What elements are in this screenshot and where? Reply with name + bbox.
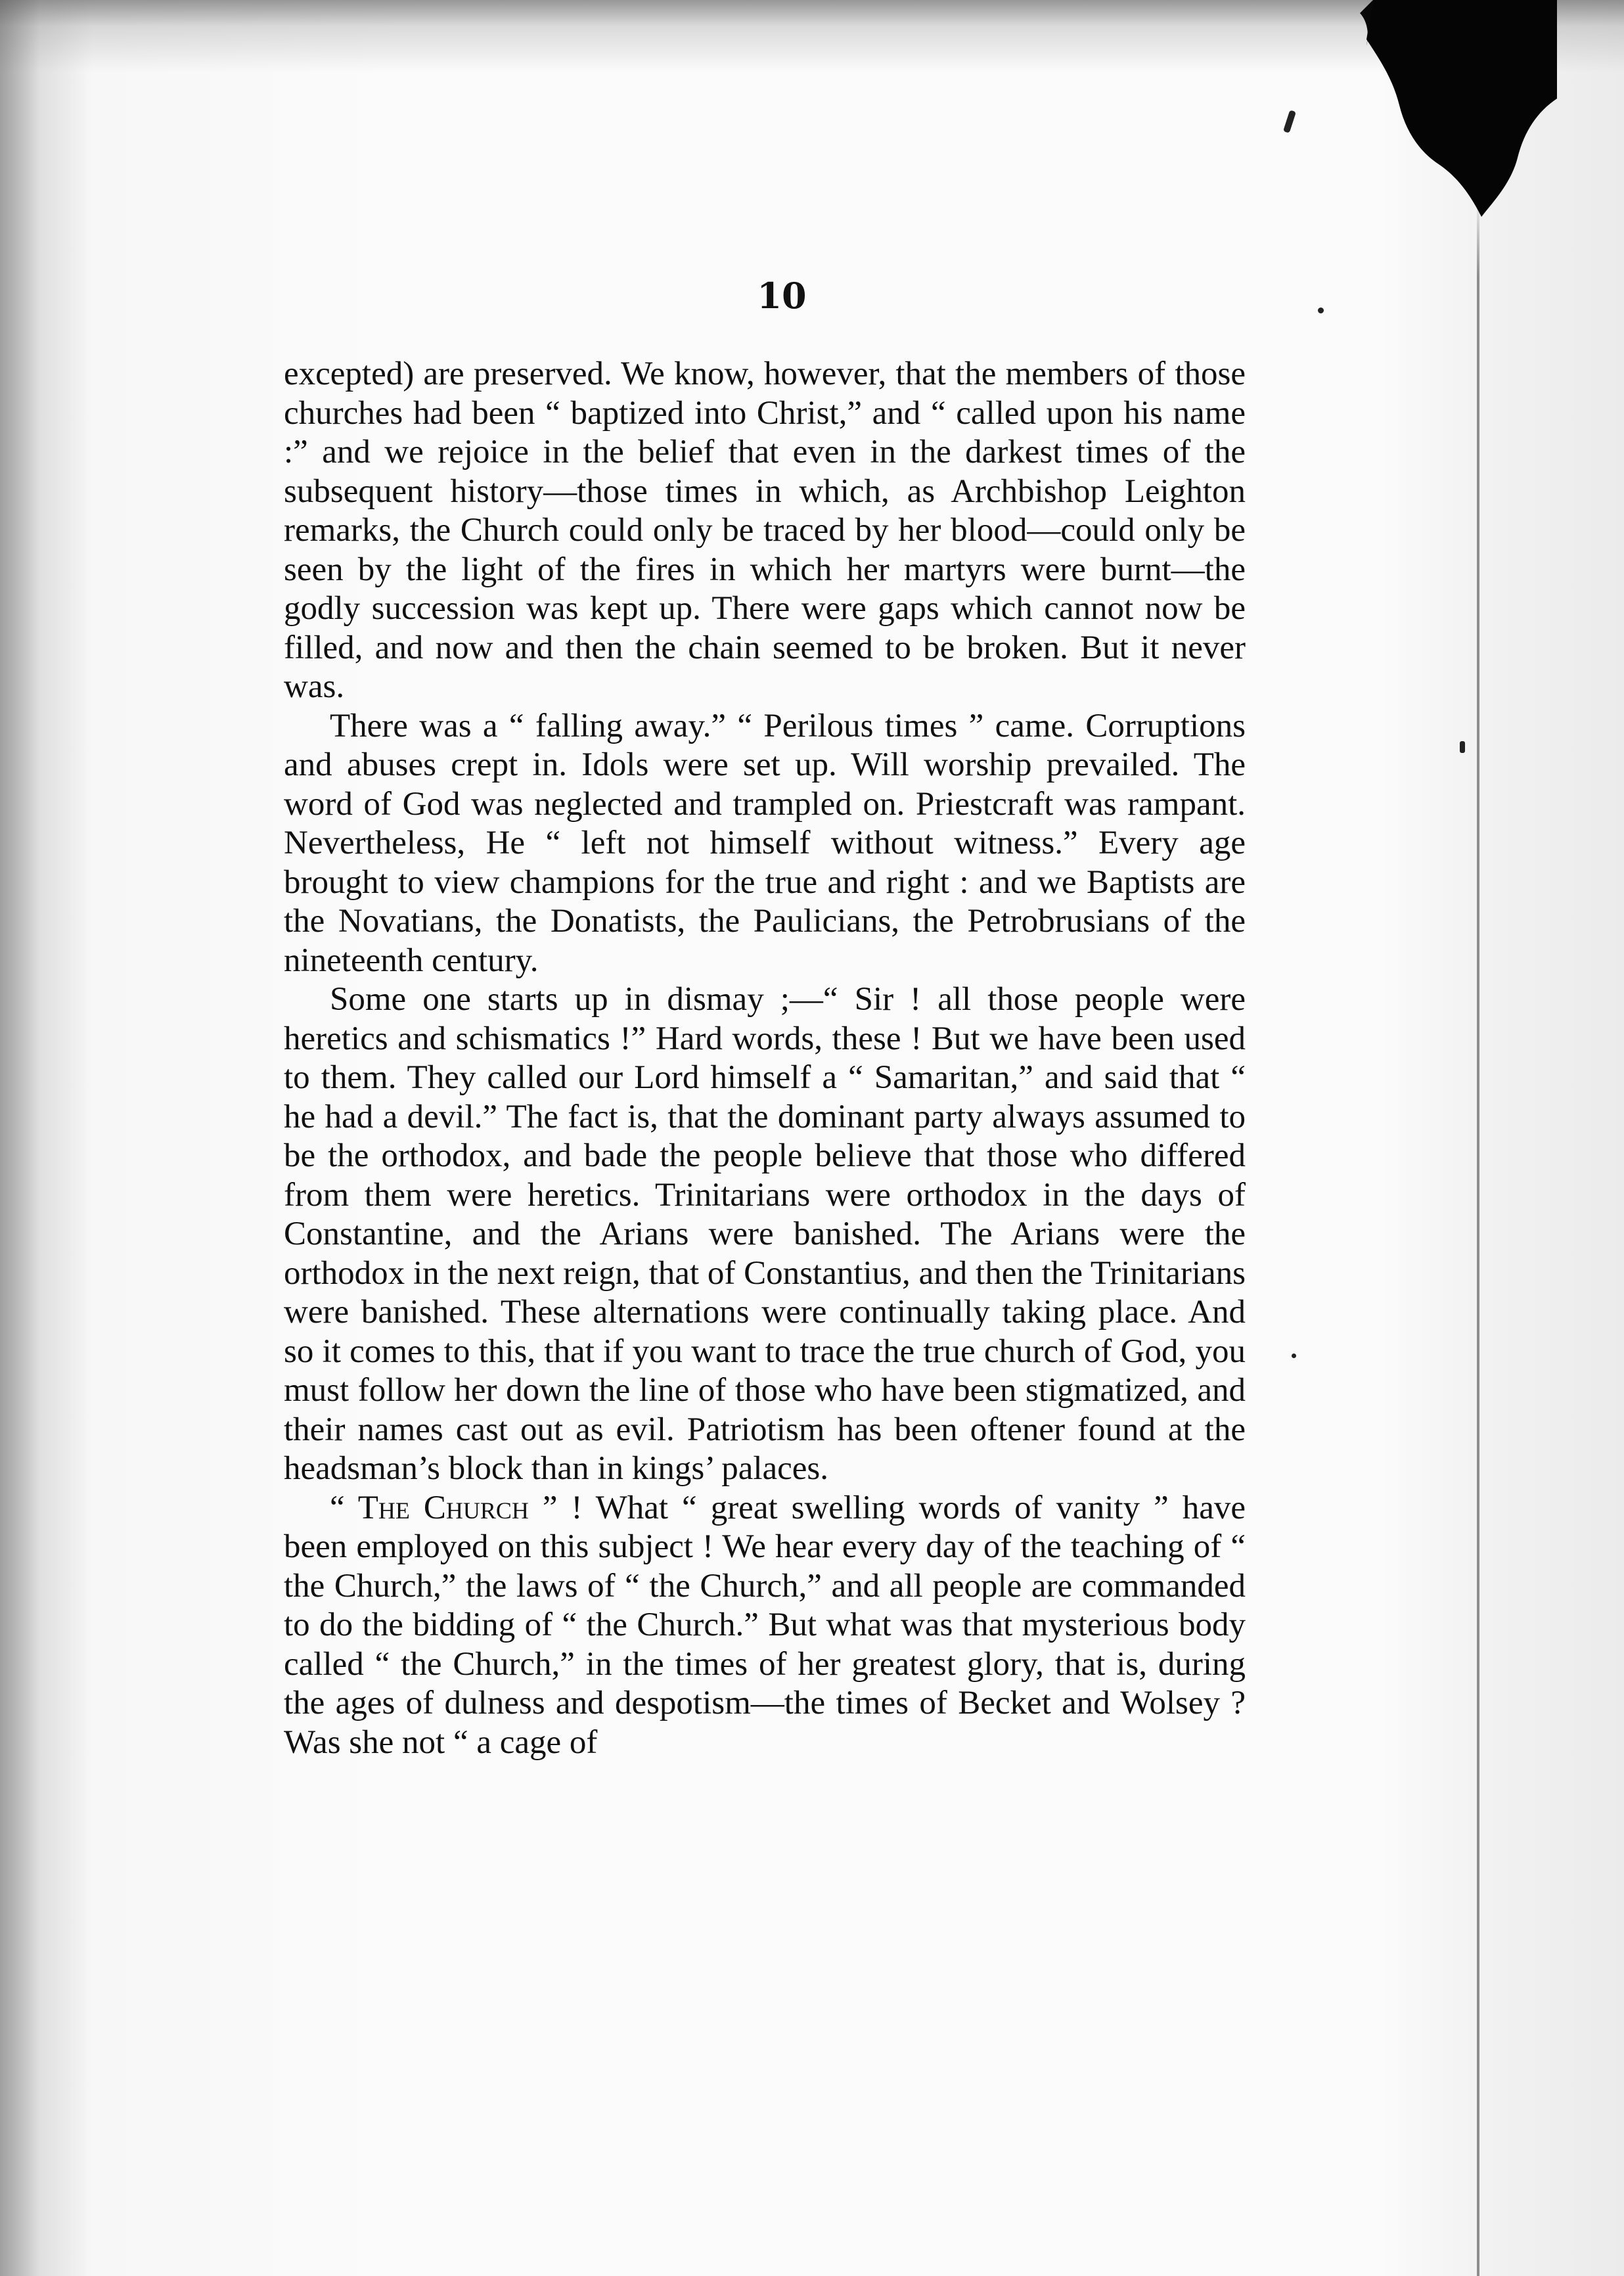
ink-speck [1292,1354,1296,1358]
paragraph-1: excepted) are preserved. We know, however, that the members of those churches had been “ baptized into Christ,” and “ called upon his name :” and we rejoice in the belief that even in the darkest times of the subsequent history—those times in which, as Archbishop Leighton remarks, the Church could only be traced by her blood—could only be seen by the light of the fires in which her martyrs were burnt—the godly succession was kept up. There were gaps which cannot now be filled, and now and then the chain seemed to be broken. But it never was. [284,355,1246,705]
torn-corner-damage [1360,0,1557,217]
ink-speck [1283,110,1296,133]
paragraph-2: There was a “ falling away.” “ Perilous times ” came. Corruptions and abuses crept in. Idols were set up. Will worship prevailed. The word of God was neglected and trampled on. Priestcraft was rampant. Nevertheless, He “ left not himself without witness.” Every age brought to view champions for the true and right : and we Baptists are the Novatians, the Donatists, the Paulicians, the Petrobrusians of the nineteenth century. [284,707,1246,979]
the-church-lead: “ The Church ” ! [330,1489,583,1526]
paragraph-4-text: What “ great swelling words of vanity ” have been employed on this subject ! We hear every day of the teaching of “ the Church,” the laws of “ the Church,” and all people are commanded to do the bidding of “ the Church.” But what was that mysterious body called “ the Church,” in the times of her greatest glory, that is, during the ages of dulness and despotism—the times of Becket and Wolsey ? Was she not “ a cage of [284,1489,1246,1761]
page-number: 10 [757,275,807,317]
ink-speck [1318,307,1324,313]
ink-speck [1460,741,1465,753]
body-text [284,355,1246,1762]
paragraph-4 [284,1489,1246,1763]
paragraph-3: Some one starts up in dismay ;—“ Sir ! all those people were heretics and schismatics !” Hard words, these ! But we have been used to them. They called our Lord himself a “ Samaritan,” and said that “ he had a devil.” The fact is, that the dominant party always assumed to be the orthodox, and bade the people believe that those who differed from them were heretics. Trinitarians were orthodox in the days of Constantine, and the Arians were banished. The Arians were the orthodox in the next reign, that of Constantius, and then the Trinitarians were banished. These alternations were continually taking place. And so it comes to this, that if you want to trace the true church of God, you must follow her down the line of those who have been stigmatized, and their names cast out as evil. Patriotism has been oftener found at the headsman’s block than in kings’ palaces. [284,981,1246,1487]
facing-page-edge [1479,0,1624,2276]
left-scan-shadow [0,0,92,2276]
binding-fold [1477,197,1479,2276]
